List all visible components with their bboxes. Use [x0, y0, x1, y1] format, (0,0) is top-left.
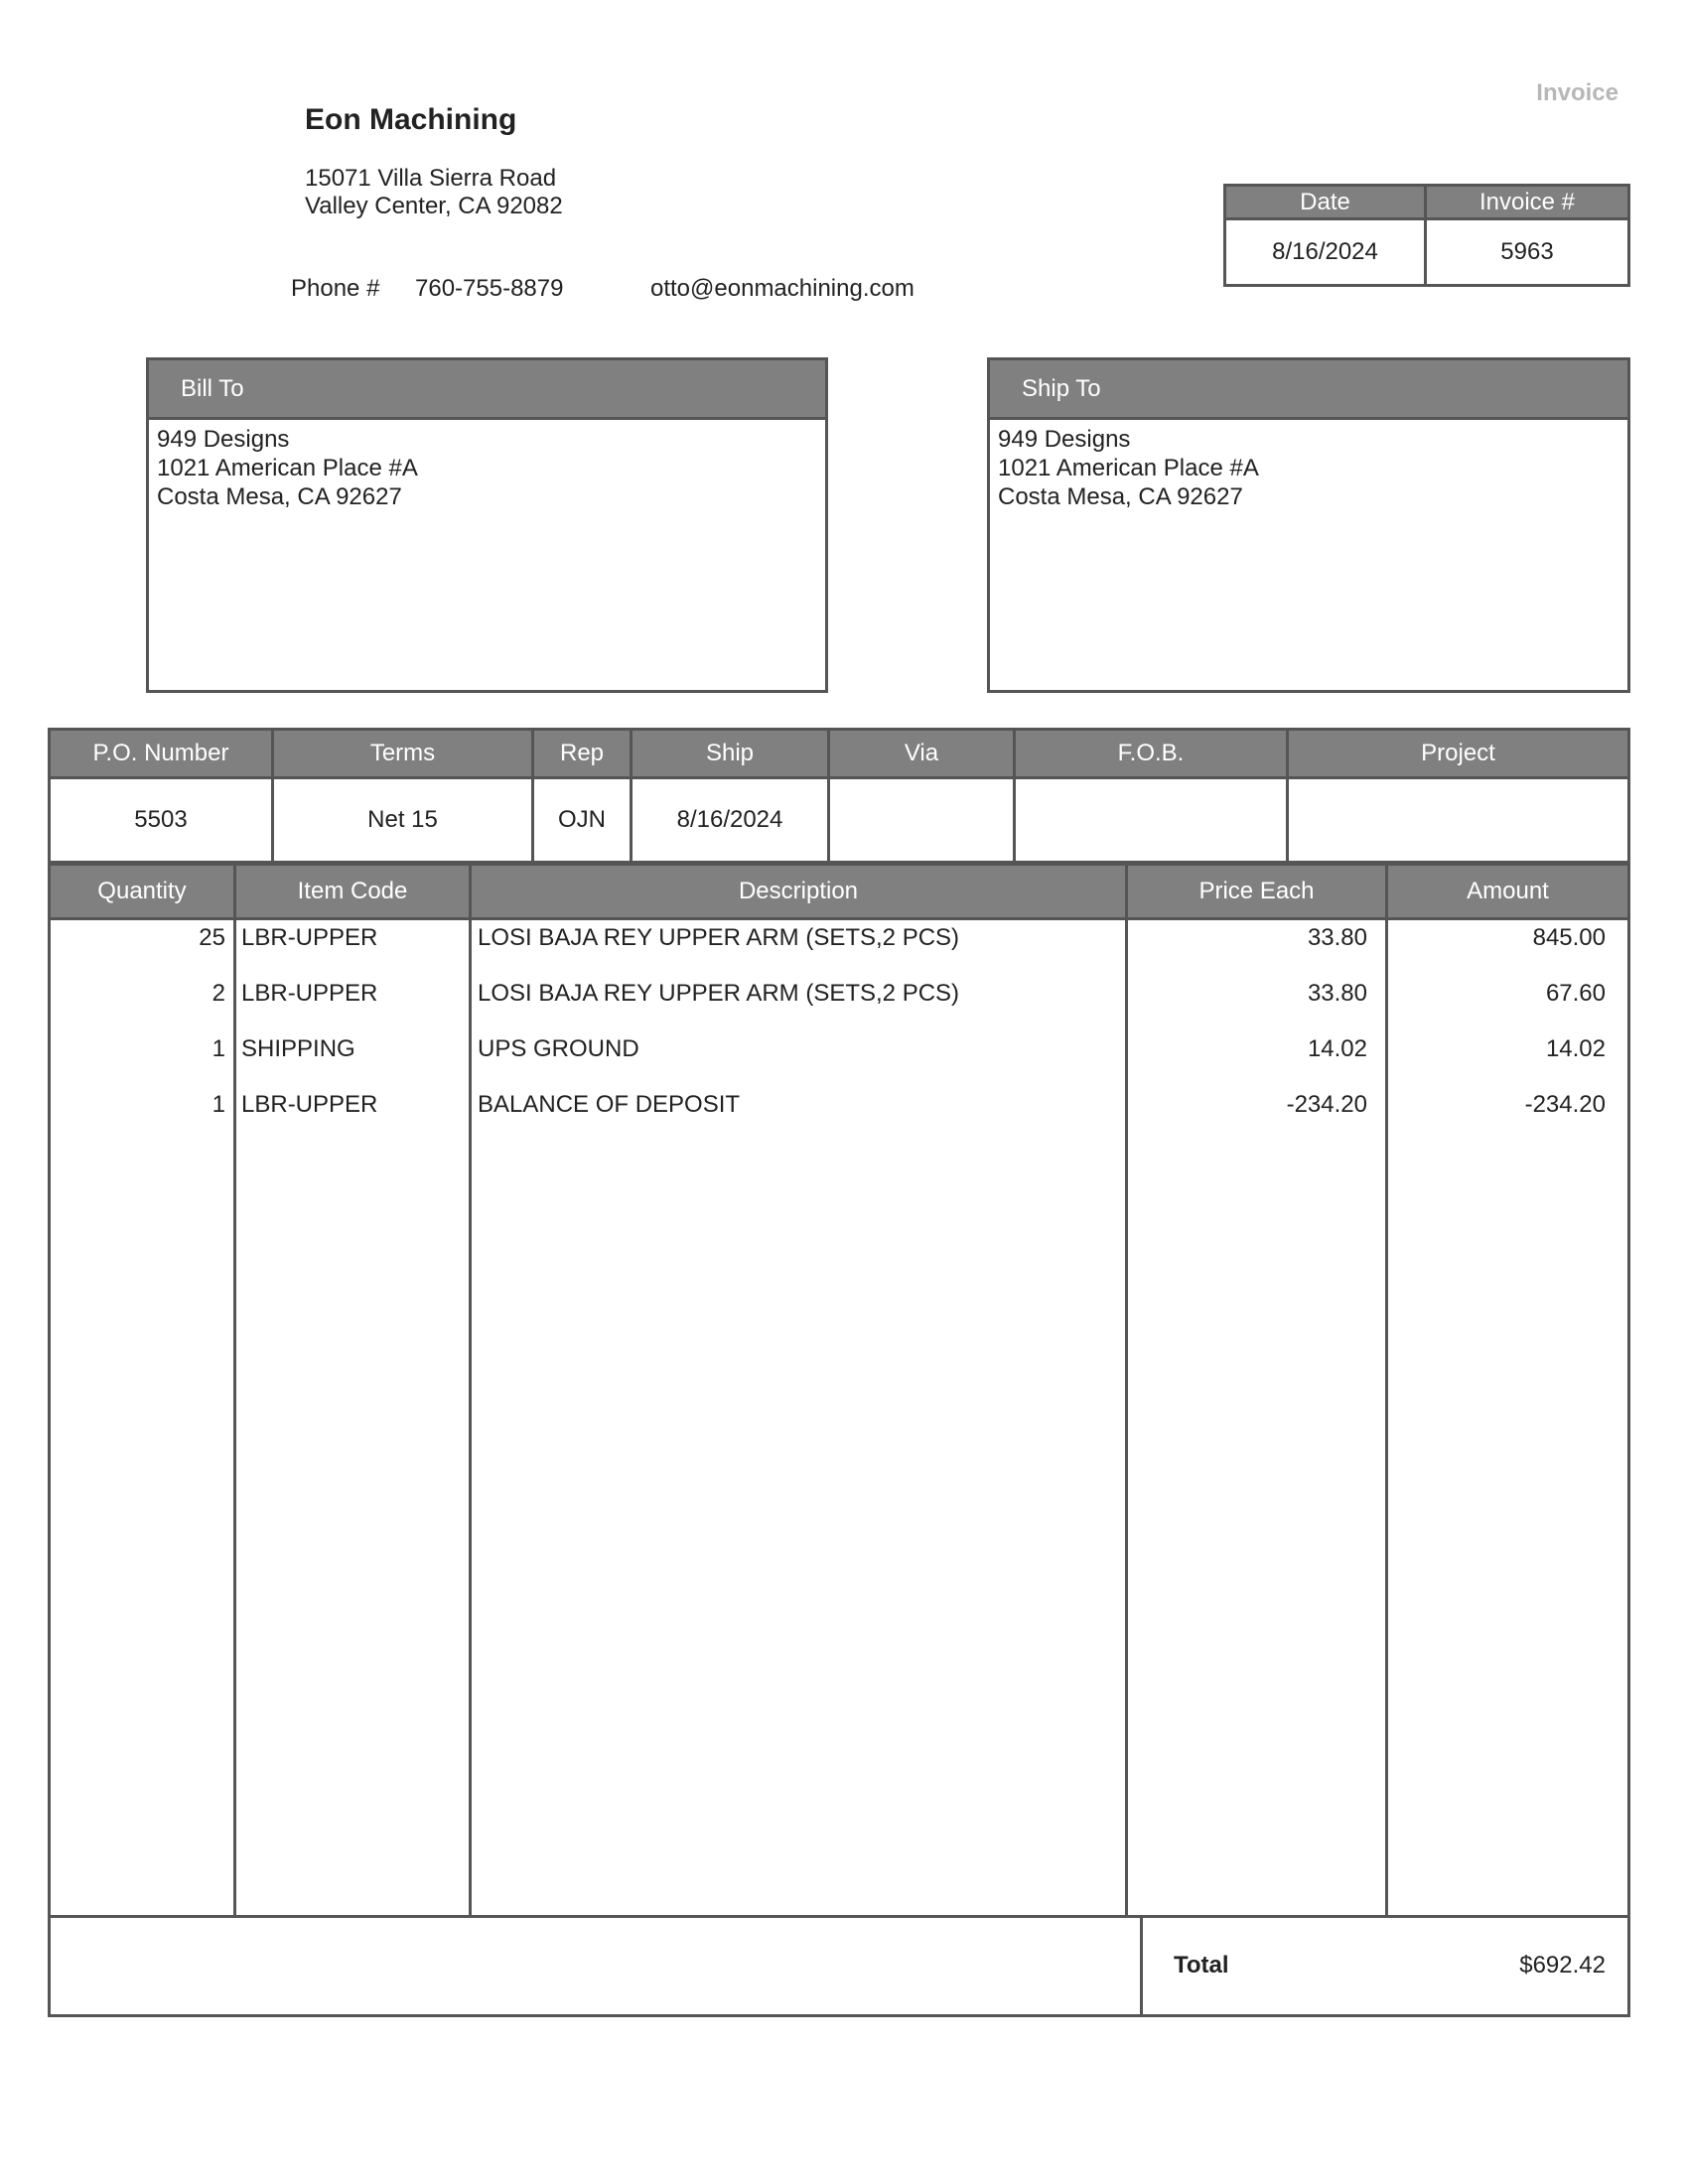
invoice-number: 5963: [1500, 238, 1554, 265]
phone-label: Phone #: [291, 275, 380, 302]
amount-header: Amount: [1467, 878, 1549, 904]
row-amount: 14.02: [1545, 1035, 1606, 1062]
date-invoice-box: [1223, 184, 1630, 287]
row-description: LOSI BAJA REY UPPER ARM (SETS,2 PCS): [478, 924, 960, 951]
ship-to-line3: Costa Mesa, CA 92627: [998, 483, 1243, 510]
row-item-code: LBR-UPPER: [241, 1091, 378, 1118]
row-price-each: 33.80: [1307, 924, 1367, 951]
total-value: $692.42: [1519, 1952, 1606, 1979]
bill-to-header: Bill To: [149, 360, 825, 420]
row-price-each: -234.20: [1286, 1091, 1367, 1118]
ship-to-line2: 1021 American Place #A: [998, 455, 1259, 481]
po-number-header: P.O. Number: [51, 731, 274, 779]
bill-to-line1: 949 Designs: [157, 426, 290, 453]
rep-header: Rep: [534, 731, 633, 779]
table-row: [51, 976, 1627, 1016]
total-footer: [48, 1915, 1630, 2017]
table-row: [51, 920, 1627, 960]
line-items-table: [48, 863, 1630, 1918]
item-code-header: Item Code: [236, 866, 472, 917]
date-header: Date: [1226, 187, 1427, 220]
line-items-header: [51, 866, 1627, 920]
company-address-line1: 15071 Villa Sierra Road: [305, 165, 557, 192]
company-name: Eon Machining: [305, 103, 517, 136]
row-item-code: LBR-UPPER: [241, 980, 378, 1007]
company-phone: 760-755-8879: [415, 275, 564, 302]
column-divider: [1385, 866, 1388, 1915]
price-each-header: Price Each: [1128, 866, 1388, 917]
footer-divider: [1140, 1918, 1143, 2014]
row-quantity: 1: [211, 1035, 225, 1062]
order-info-table: [48, 728, 1630, 864]
terms-value: Net 15: [274, 779, 534, 861]
invoice-date: 8/16/2024: [1226, 220, 1427, 284]
document-type-label: Invoice: [1536, 79, 1618, 106]
row-amount: 845.00: [1532, 924, 1606, 951]
row-price-each: 14.02: [1307, 1035, 1367, 1062]
table-row: [51, 1087, 1627, 1127]
project-header: Project: [1289, 731, 1627, 779]
terms-header: Terms: [274, 731, 534, 779]
row-quantity: 2: [211, 980, 225, 1007]
column-divider: [469, 866, 472, 1915]
column-divider: [1125, 866, 1128, 1915]
table-row: [51, 1031, 1627, 1071]
quantity-header: Quantity: [51, 866, 236, 917]
via-header: Via: [830, 731, 1016, 779]
description-header: Description: [472, 866, 1128, 917]
bill-to-line2: 1021 American Place #A: [157, 455, 418, 481]
total-label: Total: [1174, 1952, 1229, 1979]
project-value: [1289, 779, 1627, 861]
row-item-code: SHIPPING: [241, 1035, 355, 1062]
row-description: BALANCE OF DEPOSIT: [478, 1091, 741, 1118]
row-price-each: 33.80: [1307, 980, 1367, 1007]
po-number-value: 5503: [51, 779, 274, 861]
ship-to-box: [987, 357, 1630, 693]
ship-date-value: 8/16/2024: [633, 779, 830, 861]
bill-to-box: [146, 357, 828, 693]
row-quantity: 25: [199, 924, 225, 951]
row-description: UPS GROUND: [478, 1035, 639, 1062]
ship-to-address: [990, 420, 1627, 516]
row-description: LOSI BAJA REY UPPER ARM (SETS,2 PCS): [478, 980, 960, 1007]
ship-header: Ship: [633, 731, 830, 779]
via-value: [830, 779, 1016, 861]
ship-to-header: Ship To: [990, 360, 1627, 420]
fob-value: [1016, 779, 1289, 861]
ship-to-line1: 949 Designs: [998, 426, 1131, 453]
row-quantity: 1: [211, 1091, 225, 1118]
fob-header: F.O.B.: [1016, 731, 1289, 779]
row-amount: 67.60: [1545, 980, 1606, 1007]
company-email: otto@eonmachining.com: [650, 275, 914, 302]
row-amount: -234.20: [1524, 1091, 1606, 1118]
bill-to-address: [149, 420, 825, 516]
column-divider: [233, 866, 236, 1915]
row-item-code: LBR-UPPER: [241, 924, 378, 951]
invoice-number-header: Invoice #: [1427, 187, 1627, 220]
bill-to-line3: Costa Mesa, CA 92627: [157, 483, 402, 510]
rep-value: OJN: [534, 779, 633, 861]
company-address-line2: Valley Center, CA 92082: [305, 193, 563, 219]
